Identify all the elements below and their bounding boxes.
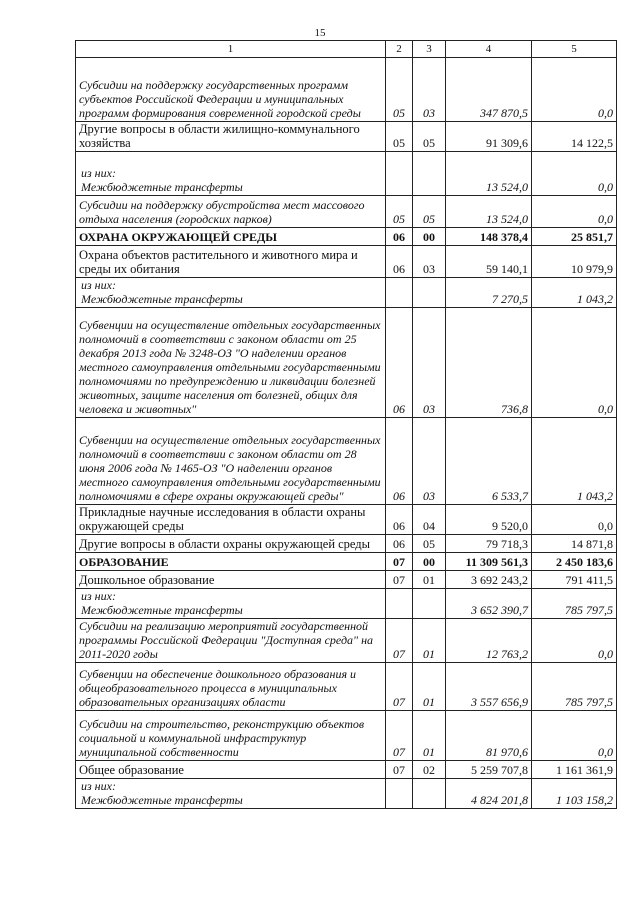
amount-col-5: 0,0 <box>532 711 617 761</box>
subsection-code <box>413 779 446 809</box>
section-code: 06 <box>386 535 413 553</box>
row-name-subtext: Межбюджетные трансферты <box>81 793 243 807</box>
section-code: 07 <box>386 711 413 761</box>
row-name-text: Субсидии на реализацию мероприятий государственной программы Российской Федерации "Доступная среда" на 2011-2020 годы <box>79 619 374 661</box>
table-row <box>76 619 617 663</box>
section-code: 07 <box>386 571 413 589</box>
section-code: 06 <box>386 505 413 535</box>
row-name <box>76 589 386 619</box>
subsection-code <box>413 278 446 308</box>
amount-col-5: 10 979,9 <box>532 246 617 278</box>
subsection-code: 05 <box>413 196 446 228</box>
table-row <box>76 58 617 122</box>
row-name-text: Субвенции на обеспечение дошкольного образования и общеобразовательного процесса в муниципальных образовательных организациях области <box>79 667 357 709</box>
section-code: 07 <box>386 663 413 711</box>
subsection-code: 03 <box>413 418 446 505</box>
table-row <box>76 196 617 228</box>
amount-col-4: 13 524,0 <box>446 196 532 228</box>
amount-col-5: 2 450 183,6 <box>532 553 617 571</box>
row-name-text: Охрана объектов растительного и животного мира и среды их обитания <box>79 248 358 276</box>
row-name <box>76 505 386 535</box>
table-row <box>76 761 617 779</box>
amount-col-5: 0,0 <box>532 152 617 196</box>
amount-col-4: 13 524,0 <box>446 152 532 196</box>
row-name <box>76 711 386 761</box>
row-name-text: Дошкольное образование <box>79 573 215 587</box>
table-row <box>76 152 617 196</box>
amount-col-5: 785 797,5 <box>532 663 617 711</box>
row-name <box>76 418 386 505</box>
header-col-2: 2 <box>386 41 413 58</box>
table-row <box>76 779 617 809</box>
row-name <box>76 553 386 571</box>
amount-col-5: 791 411,5 <box>532 571 617 589</box>
section-code <box>386 152 413 196</box>
row-name-text: Субсидии на поддержку государственных программ субъектов Российской Федерации и муниципальных программ формирования современной городской среды <box>79 78 361 120</box>
section-code <box>386 779 413 809</box>
amount-col-4: 11 309 561,3 <box>446 553 532 571</box>
row-name <box>76 58 386 122</box>
row-name-text: из них: <box>81 278 116 292</box>
header-col-5: 5 <box>532 41 617 58</box>
amount-col-4: 91 309,6 <box>446 122 532 152</box>
row-name-subtext: Межбюджетные трансферты <box>81 292 243 306</box>
table-row <box>76 278 617 308</box>
amount-col-4: 5 259 707,8 <box>446 761 532 779</box>
amount-col-5: 785 797,5 <box>532 589 617 619</box>
amount-col-5: 0,0 <box>532 308 617 418</box>
amount-col-4: 12 763,2 <box>446 619 532 663</box>
section-row <box>76 553 617 571</box>
row-name <box>76 196 386 228</box>
amount-col-4: 3 652 390,7 <box>446 589 532 619</box>
subsection-code: 05 <box>413 122 446 152</box>
header-col-4: 4 <box>446 41 532 58</box>
section-code: 06 <box>386 418 413 505</box>
subsection-code: 02 <box>413 761 446 779</box>
row-name-text: Общее образование <box>79 763 184 777</box>
row-name <box>76 779 386 809</box>
amount-col-5: 25 851,7 <box>532 228 617 246</box>
subsection-code: 01 <box>413 663 446 711</box>
section-code <box>386 589 413 619</box>
subsection-code: 00 <box>413 228 446 246</box>
subsection-code <box>413 152 446 196</box>
section-code: 05 <box>386 58 413 122</box>
section-code: 07 <box>386 619 413 663</box>
amount-col-4: 347 870,5 <box>446 58 532 122</box>
amount-col-4: 3 692 243,2 <box>446 571 532 589</box>
row-name <box>76 122 386 152</box>
table-row <box>76 122 617 152</box>
section-code: 05 <box>386 122 413 152</box>
row-name-text: из них: <box>81 589 116 603</box>
amount-col-5: 0,0 <box>532 196 617 228</box>
row-name-text: Субсидии на строительство, реконструкцию объектов социальной и коммунальной инфраструктур муниципальной собственности <box>79 717 365 759</box>
amount-col-4: 3 557 656,9 <box>446 663 532 711</box>
header-col-3: 3 <box>413 41 446 58</box>
row-name-text: Другие вопросы в области жилищно-коммунального хозяйства <box>79 122 360 150</box>
table-row <box>76 418 617 505</box>
table-row <box>76 505 617 535</box>
subsection-code: 00 <box>413 553 446 571</box>
subsection-code: 01 <box>413 571 446 589</box>
row-name <box>76 663 386 711</box>
page-number: 15 <box>314 27 326 39</box>
section-code: 06 <box>386 308 413 418</box>
amount-col-4: 9 520,0 <box>446 505 532 535</box>
row-name-text: из них: <box>81 166 116 180</box>
table-row <box>76 246 617 278</box>
amount-col-5: 1 103 158,2 <box>532 779 617 809</box>
amount-col-5: 1 043,2 <box>532 418 617 505</box>
row-name-text: Прикладные научные исследования в области охраны окружающей среды <box>79 505 366 533</box>
section-code: 05 <box>386 196 413 228</box>
amount-col-4: 148 378,4 <box>446 228 532 246</box>
row-name-text: ОХРАНА ОКРУЖАЮЩЕЙ СРЕДЫ <box>79 230 277 244</box>
row-name-text: Субвенции на осуществление отдельных государственных полномочий в соответствии с законом области от 28 июня 2006 года № 1465-ОЗ "О наделении органов местного самоуправления отдельными государственными полномочиями в сфере охраны окружающей среды" <box>79 433 381 503</box>
table-header-row <box>76 41 617 58</box>
table-row <box>76 589 617 619</box>
subsection-code: 03 <box>413 246 446 278</box>
row-name <box>76 619 386 663</box>
row-name <box>76 535 386 553</box>
table-row <box>76 663 617 711</box>
section-code: 07 <box>386 553 413 571</box>
amount-col-4: 6 533,7 <box>446 418 532 505</box>
table-row <box>76 308 617 418</box>
row-name <box>76 278 386 308</box>
amount-col-4: 4 824 201,8 <box>446 779 532 809</box>
subsection-code: 05 <box>413 535 446 553</box>
table-row <box>76 711 617 761</box>
row-name-text: Другие вопросы в области охраны окружающей среды <box>79 537 371 551</box>
subsection-code: 01 <box>413 619 446 663</box>
subsection-code: 01 <box>413 711 446 761</box>
amount-col-5: 1 043,2 <box>532 278 617 308</box>
subsection-code <box>413 589 446 619</box>
section-code: 06 <box>386 228 413 246</box>
amount-col-4: 59 140,1 <box>446 246 532 278</box>
section-row <box>76 228 617 246</box>
subsection-code: 04 <box>413 505 446 535</box>
amount-col-4: 736,8 <box>446 308 532 418</box>
row-name-text: Субвенции на осуществление отдельных государственных полномочий в соответствии с законом области от 25 декабря 2013 года № 3248-ОЗ "О наделении органов местного самоуправления отдельными государственными полномочиями по предупреждению и ликвидации болезней животных, защите населения от болезней, общих для человека и животных" <box>79 318 381 416</box>
section-code: 07 <box>386 761 413 779</box>
amount-col-5: 14 122,5 <box>532 122 617 152</box>
amount-col-4: 7 270,5 <box>446 278 532 308</box>
header-col-1: 1 <box>76 41 386 58</box>
amount-col-4: 81 970,6 <box>446 711 532 761</box>
subsection-code: 03 <box>413 58 446 122</box>
amount-col-5: 1 161 361,9 <box>532 761 617 779</box>
row-name-text: Субсидии на поддержку обустройства мест массового отдыха населения (городских парков) <box>79 198 365 226</box>
amount-col-4: 79 718,3 <box>446 535 532 553</box>
row-name-text: из них: <box>81 779 116 793</box>
row-name-subtext: Межбюджетные трансферты <box>81 180 243 194</box>
amount-col-5: 14 871,8 <box>532 535 617 553</box>
table-row <box>76 535 617 553</box>
section-code <box>386 278 413 308</box>
row-name-text: ОБРАЗОВАНИЕ <box>79 555 169 569</box>
row-name <box>76 152 386 196</box>
row-name <box>76 761 386 779</box>
row-name <box>76 246 386 278</box>
row-name-subtext: Межбюджетные трансферты <box>81 603 243 617</box>
amount-col-5: 0,0 <box>532 619 617 663</box>
section-code: 06 <box>386 246 413 278</box>
budget-table <box>75 40 617 809</box>
row-name <box>76 308 386 418</box>
row-name <box>76 571 386 589</box>
row-name <box>76 228 386 246</box>
subsection-code: 03 <box>413 308 446 418</box>
amount-col-5: 0,0 <box>532 505 617 535</box>
amount-col-5: 0,0 <box>532 58 617 122</box>
table-row <box>76 571 617 589</box>
